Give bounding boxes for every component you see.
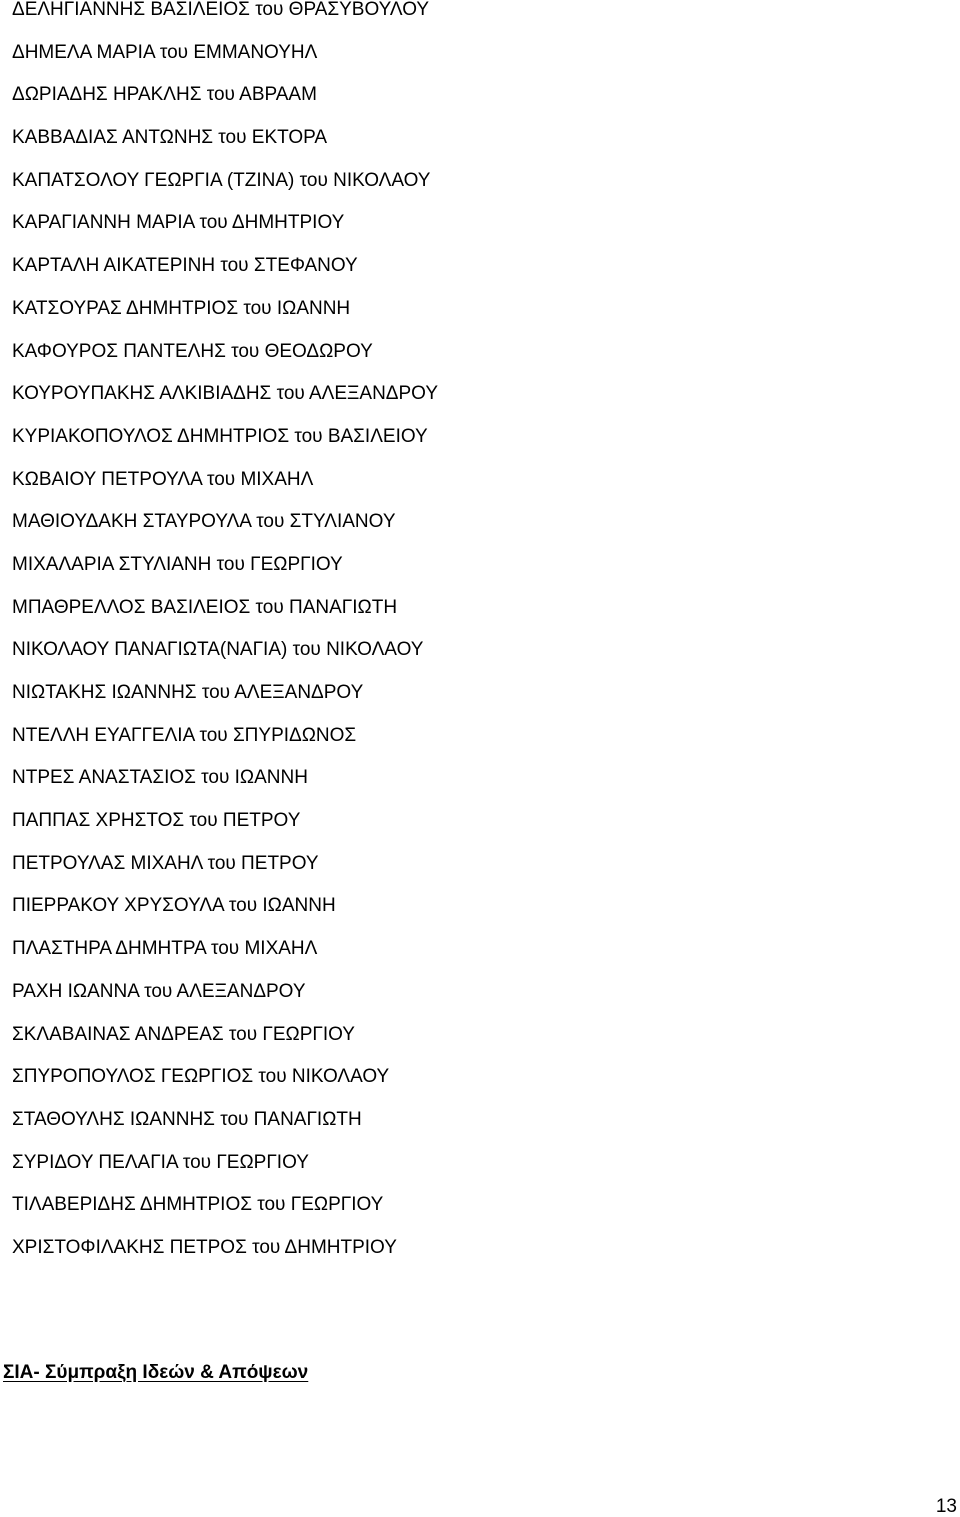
list-item: ΣΥΡΙΔΟΥ ΠΕΛΑΓΙΑ του ΓΕΩΡΓΙΟΥ: [12, 1151, 309, 1173]
list-item: ΚΑΒΒΑΔΙΑΣ ΑΝΤΩΝΗΣ του ΕΚΤΟΡΑ: [12, 127, 328, 149]
list-item: ΣΚΛΑΒΑΙΝΑΣ ΑΝΔΡΕΑΣ του ΓΕΩΡΓΙΟΥ: [12, 1023, 355, 1045]
list-item: ΠΕΤΡΟΥΛΑΣ ΜΙΧΑΗΛ του ΠΕΤΡΟΥ: [12, 852, 319, 874]
list-item: ΠΑΠΠΑΣ ΧΡΗΣΤΟΣ του ΠΕΤΡΟΥ: [12, 810, 301, 832]
list-item: ΝΤΕΛΛΗ ΕΥΑΓΓΕΛΙΑ του ΣΠΥΡΙΔΩΝΟΣ: [12, 724, 357, 746]
list-item: ΠΛΑΣΤΗΡΑ ΔΗΜΗΤΡΑ του ΜΙΧΑΗΛ: [12, 938, 318, 960]
list-item: ΤΙΛΑΒΕΡΙΔΗΣ ΔΗΜΗΤΡΙΟΣ του ΓΕΩΡΓΙΟΥ: [12, 1194, 384, 1216]
list-item: ΡΑΧΗ ΙΩΑΝΝΑ του ΑΛΕΞΑΝΔΡΟΥ: [12, 980, 306, 1002]
list-item: ΔΗΜΕΛΑ ΜΑΡΙΑ του ΕΜΜΑΝΟΥΗΛ: [12, 41, 318, 63]
list-item: ΜΑΘΙΟΥΔΑΚΗ ΣΤΑΥΡΟΥΛΑ του ΣΤΥΛΙΑΝΟΥ: [12, 511, 396, 533]
list-item: ΝΙΩΤΑΚΗΣ ΙΩΑΝΝΗΣ του ΑΛΕΞΑΝΔΡΟΥ: [12, 682, 364, 703]
candidate-list: [12, 0, 438, 1281]
list-item: ΠΙΕΡΡΑΚΟΥ ΧΡΥΣΟΥΛΑ του ΙΩΑΝΝΗ: [12, 895, 336, 917]
list-item: ΚΑΡΑΓΙΑΝΝΗ ΜΑΡΙΑ του ΔΗΜΗΤΡΙΟΥ: [12, 212, 345, 234]
list-item: ΜΙΧΑΛΑΡΙΑ ΣΤΥΛΙΑΝΗ του ΓΕΩΡΓΙΟΥ: [12, 553, 343, 575]
party-heading: ΣΙΑ- Σύμπραξη Ιδεών & Απόψεων: [3, 1362, 309, 1383]
list-item: ΚΑΠΑΤΣΟΛΟΥ ΓΕΩΡΓΙΑ (ΤΖΙΝΑ) του ΝΙΚΟΛΑΟΥ: [12, 169, 431, 191]
list-item: ΚΑΡΤΑΛΗ ΑΙΚΑΤΕΡΙΝΗ του ΣΤΕΦΑΝΟΥ: [12, 255, 358, 277]
list-item: ΧΡΙΣΤΟΦΙΛΑΚΗΣ ΠΕΤΡΟΣ του ΔΗΜΗΤΡΙΟΥ: [12, 1236, 397, 1258]
list-item: ΔΕΛΗΓΙΑΝΝΗΣ ΒΑΣΙΛΕΙΟΣ του ΘΡΑΣΥΒΟΥΛΟΥ: [12, 0, 430, 20]
list-item: ΚΟΥΡΟΥΠΑΚΗΣ ΑΛΚΙΒΙΑΔΗΣ του ΑΛΕΞΑΝΔΡΟΥ: [12, 383, 438, 405]
list-item: ΚΑΦΟΥΡΟΣ ΠΑΝΤΕΛΗΣ του ΘΕΟΔΩΡΟΥ: [12, 340, 373, 362]
list-item: ΜΠΑΘΡΕΛΛΟΣ ΒΑΣΙΛΕΙΟΣ του ΠΑΝΑΓΙΩΤΗ: [12, 596, 398, 618]
list-item: ΚΩΒΑΙΟΥ ΠΕΤΡΟΥΛΑ του ΜΙΧΑΗΛ: [12, 468, 314, 490]
list-item: ΚΑΤΣΟΥΡΑΣ ΔΗΜΗΤΡΙΟΣ του ΙΩΑΝΝΗ: [12, 297, 351, 319]
page-number: 13: [935, 1496, 957, 1517]
list-item: ΝΙΚΟΛΑΟΥ ΠΑΝΑΓΙΩΤΑ(ΝΑΓΙΑ) του ΝΙΚΟΛΑΟΥ: [12, 639, 424, 661]
list-item: ΔΩΡΙΑΔΗΣ ΗΡΑΚΛΗΣ του ΑΒΡΑΑΜ: [12, 84, 317, 106]
list-item: ΝΤΡΕΣ ΑΝΑΣΤΑΣΙΟΣ του ΙΩΑΝΝΗ: [12, 767, 308, 789]
list-item: ΚΥΡΙΑΚΟΠΟΥΛΟΣ ΔΗΜΗΤΡΙΟΣ του ΒΑΣΙΛΕΙΟΥ: [12, 425, 428, 447]
list-item: ΣΤΑΘΟΥΛΗΣ ΙΩΑΝΝΗΣ του ΠΑΝΑΓΙΩΤΗ: [12, 1108, 362, 1130]
list-item: ΣΠΥΡΟΠΟΥΛΟΣ ΓΕΩΡΓΙΟΣ του ΝΙΚΟΛΑΟΥ: [12, 1066, 390, 1088]
